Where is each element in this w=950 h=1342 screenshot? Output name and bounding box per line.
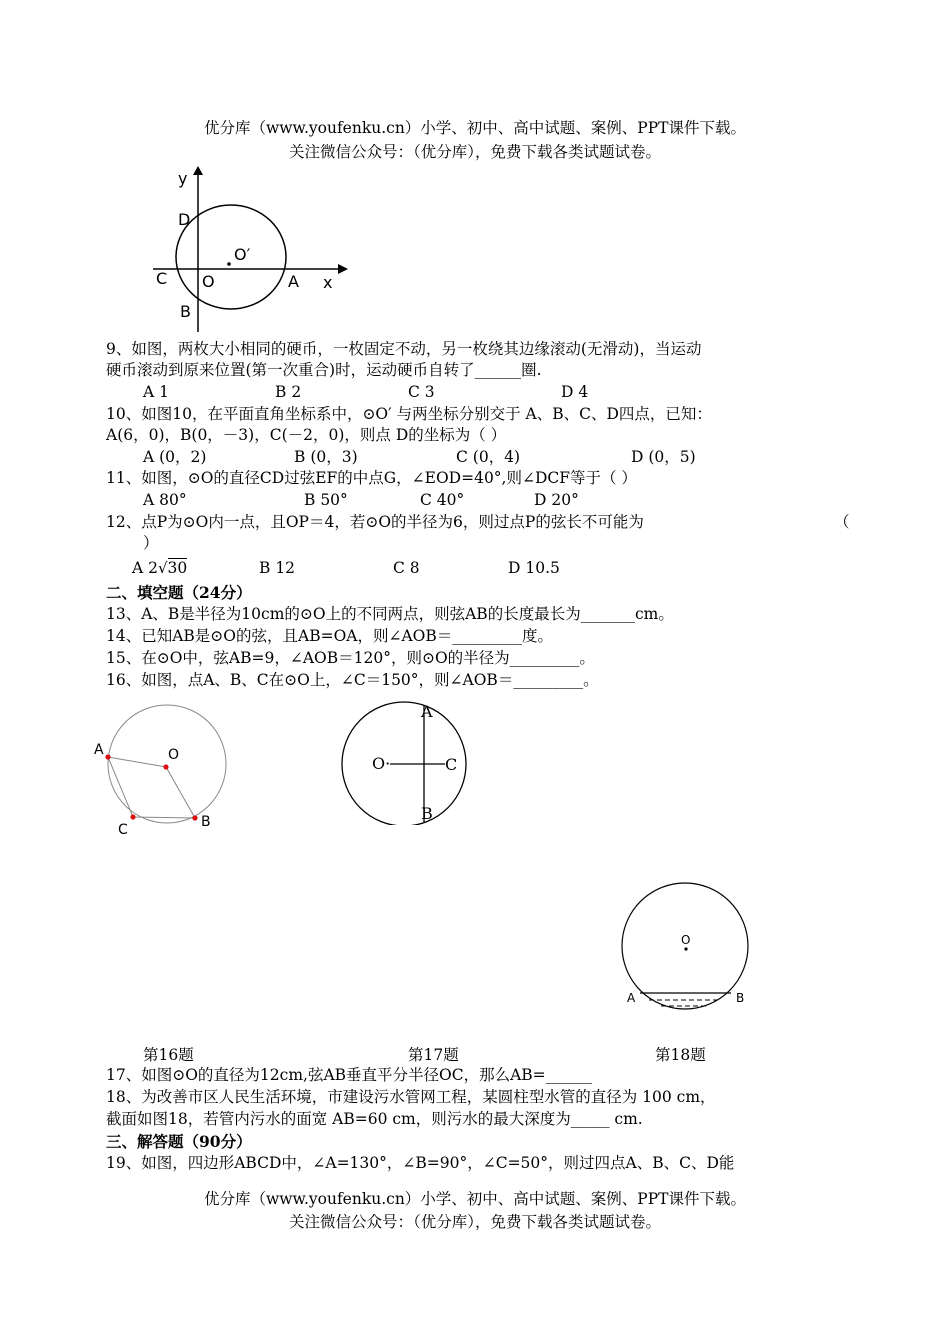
fig16-a-label: A bbox=[94, 742, 104, 758]
fig18-o-label: O bbox=[681, 933, 691, 947]
origin-label: O bbox=[202, 272, 215, 291]
question-9-option-c: C 3 bbox=[408, 383, 435, 401]
question-10-line-1: 10、如图10，在平面直角坐标系中，⊙O′ 与两坐标分别交于 A、B、C、D四点，已知： bbox=[106, 405, 712, 423]
question-9-line-2: 硬币滚动到原来位置(第一次重合)时，运动硬币自转了______圈. bbox=[106, 361, 542, 379]
question-9-option-b: B 2 bbox=[275, 383, 302, 401]
question-17: 17、如图⊙O的直径为12cm,弦AB垂直平分半径OC，那么AB=______ bbox=[106, 1066, 593, 1084]
sqrt-sign: √ bbox=[157, 559, 168, 577]
caption-18: 第18题 bbox=[655, 1046, 706, 1064]
figure-17 bbox=[338, 700, 478, 825]
coordinate-circle-figure bbox=[148, 160, 368, 335]
point-b-label: B bbox=[180, 302, 191, 321]
question-10-option-c: C (0，4) bbox=[456, 448, 521, 466]
section-2-heading: 二、填空题（24分） bbox=[106, 583, 252, 602]
fig16-b-label: B bbox=[201, 814, 211, 830]
figure-18 bbox=[615, 880, 765, 1025]
fig17-c-label: C bbox=[445, 755, 458, 774]
caption-17: 第17题 bbox=[408, 1046, 459, 1064]
question-18-line-1: 18、为改善市区人民生活环境，市建设污水管网工程，某圆柱型水管的直径为 100 cm， bbox=[106, 1088, 716, 1106]
fig18-b-label: B bbox=[736, 991, 745, 1005]
figure-16 bbox=[90, 700, 240, 845]
question-10-option-d: D (0，5) bbox=[631, 448, 696, 466]
question-16: 16、如图，点A、B、C在⊙O上，∠C＝150°，则∠AOB＝_________。 bbox=[106, 671, 599, 689]
point-d-label: D bbox=[178, 210, 191, 229]
question-11-option-c: C 40° bbox=[420, 491, 465, 509]
section-3-heading: 三、解答题（90分） bbox=[106, 1132, 252, 1151]
header-line-2: 关注微信公众号：（优分库），免费下载各类试题试卷。 bbox=[288, 143, 661, 161]
fig16-c-label: C bbox=[118, 822, 128, 838]
question-11-option-d: D 20° bbox=[534, 491, 579, 509]
question-12-line-1-paren: （ bbox=[834, 513, 850, 531]
question-12-option-b: B 12 bbox=[259, 559, 296, 577]
header-line-1: 优分库（www.youfenku.cn）小学、初中、高中试题、案例、PPT课件下载。 bbox=[203, 119, 747, 137]
question-12-line-1: 12、点P为⊙O内一点，且OP＝4，若⊙O的半径为6，则过点P的弦长不可能为 bbox=[106, 513, 644, 531]
x-axis-label: x bbox=[323, 273, 333, 292]
fig18-a-label: A bbox=[627, 991, 636, 1005]
question-12-option-c: C 8 bbox=[393, 559, 420, 577]
question-12-line-2: ） bbox=[143, 534, 159, 552]
sqrt-radicand: 30 bbox=[167, 559, 188, 577]
footer-line-2: 关注微信公众号：（优分库），免费下载各类试题试卷。 bbox=[288, 1213, 661, 1231]
question-10-line-2: A(6，0)，B(0，－3)，C(－2，0)，则点 D的坐标为（ ） bbox=[106, 426, 507, 444]
y-axis-label: y bbox=[178, 169, 188, 188]
question-18-line-2: 截面如图18，若管内污水的面宽 AB=60 cm，则污水的最大深度为_____ cm. bbox=[106, 1110, 643, 1128]
question-15: 15、在⊙O中，弦AB=9，∠AOB＝120°，则⊙O的半径为_________。 bbox=[106, 649, 595, 667]
question-10-option-b: B (0，3) bbox=[294, 448, 358, 466]
question-11-option-a: A 80° bbox=[143, 491, 187, 509]
question-9-line-1: 9、如图，两枚大小相同的硬币，一枚固定不动，另一枚绕其边缘滚动(无滑动)，当运动 bbox=[106, 340, 702, 358]
fig17-a-label: A bbox=[421, 702, 433, 721]
point-c-label: C bbox=[156, 269, 168, 288]
option-a-prefix: A 2 bbox=[132, 559, 158, 577]
question-10-option-a: A (0，2) bbox=[143, 448, 207, 466]
question-9-option-d: D 4 bbox=[561, 383, 589, 401]
question-9-option-a: A 1 bbox=[143, 383, 169, 401]
question-12-option-a bbox=[132, 558, 187, 579]
question-11-line-1: 11、如图，⊙O的直径CD过弦EF的中点G，∠EOD=40°,则∠DCF等于（ ） bbox=[106, 469, 637, 487]
caption-16: 第16题 bbox=[143, 1046, 194, 1064]
question-13: 13、A、B是半径为10cm的⊙O上的不同两点，则弦AB的长度最长为_______cm。 bbox=[106, 605, 674, 623]
question-14: 14、已知AB是⊙O的弦，且AB=OA，则∠AOB＝_________度。 bbox=[106, 627, 554, 645]
fig17-o-label: O· bbox=[372, 754, 391, 773]
question-12-option-d: D 10.5 bbox=[508, 559, 560, 577]
point-o-prime-label: O′ bbox=[234, 245, 251, 264]
fig16-o-label: O bbox=[168, 747, 180, 763]
point-a-label: A bbox=[288, 272, 299, 291]
question-11-option-b: B 50° bbox=[304, 491, 348, 509]
fig17-b-label: B bbox=[421, 804, 433, 823]
footer-line-1: 优分库（www.youfenku.cn）小学、初中、高中试题、案例、PPT课件下载。 bbox=[203, 1190, 747, 1208]
question-19: 19、如图，四边形ABCD中，∠A=130°，∠B=90°，∠C=50°，则过四点A、B、C、D能 bbox=[106, 1154, 735, 1172]
